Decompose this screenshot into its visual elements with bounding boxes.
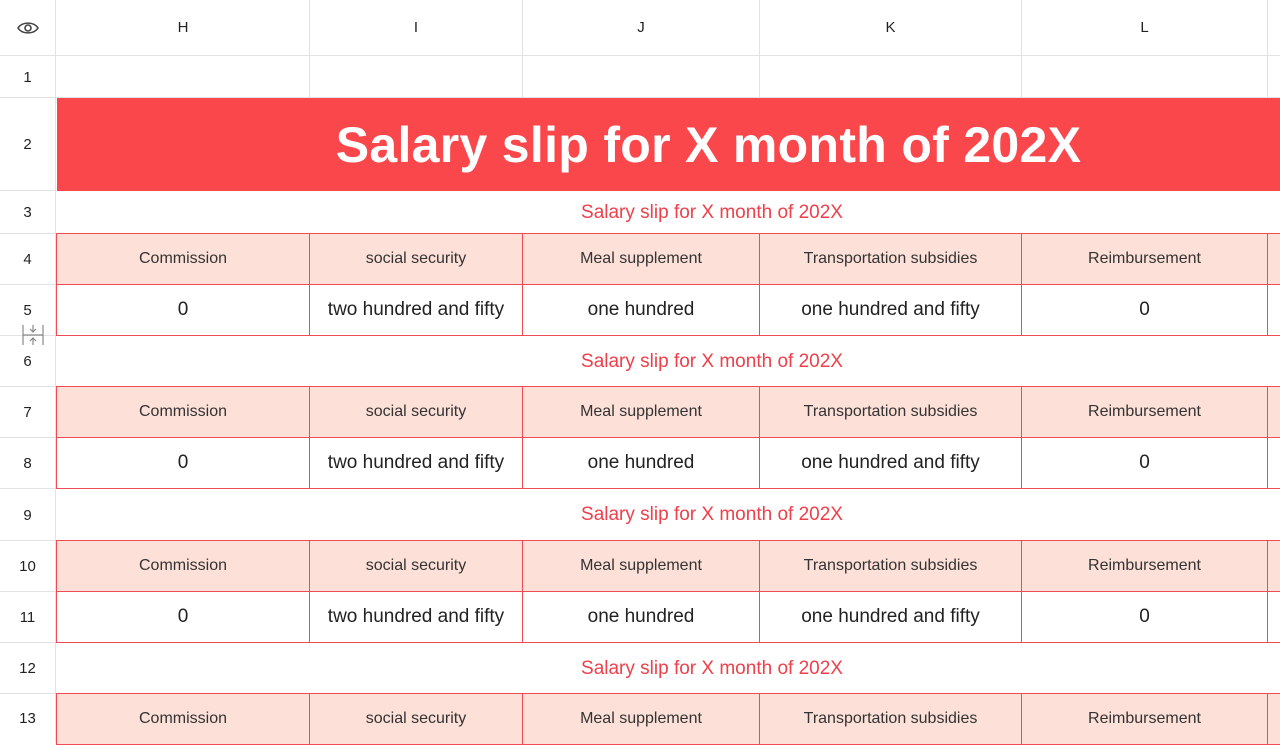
header-cell-transportation-subsidies[interactable]: Transportation subsidies <box>759 693 1022 745</box>
value-cell-meal-supplement[interactable]: one hundred <box>522 591 760 643</box>
header-cell-reimbursement[interactable]: Reimbursement <box>1021 540 1268 592</box>
value-cell-overflow[interactable] <box>1267 591 1280 643</box>
value-cell-transportation-subsidies[interactable]: one hundred and fifty <box>759 437 1022 489</box>
header-cell-overflow[interactable] <box>1267 693 1280 745</box>
row-header-5[interactable]: 5 <box>0 285 56 336</box>
column-header-l[interactable]: L <box>1022 0 1268 55</box>
value-cell-meal-supplement[interactable]: one hundred <box>522 284 760 336</box>
value-cell-overflow[interactable] <box>1267 437 1280 489</box>
subtitle-row-6[interactable]: Salary slip for X month of 202X <box>581 350 843 372</box>
value-cell-commission[interactable]: 0 <box>56 284 310 336</box>
value-cell-commission[interactable]: 0 <box>56 437 310 489</box>
row-header-8[interactable]: 8 <box>0 438 56 489</box>
value-cell-reimbursement[interactable]: 0 <box>1021 437 1268 489</box>
row-header-13[interactable]: 13 <box>0 694 56 743</box>
subtitle-row-3[interactable]: Salary slip for X month of 202X <box>581 201 843 223</box>
header-divider <box>0 55 1280 56</box>
visibility-toggle[interactable] <box>0 0 56 55</box>
header-cell-transportation-subsidies[interactable]: Transportation subsidies <box>759 233 1022 285</box>
value-cell-commission[interactable]: 0 <box>56 591 310 643</box>
value-cell-meal-supplement[interactable]: one hundred <box>522 437 760 489</box>
row-header-3[interactable]: 3 <box>0 191 56 234</box>
column-header-k[interactable]: K <box>760 0 1022 55</box>
value-cell-social-security[interactable]: two hundred and fifty <box>309 437 523 489</box>
column-header-h[interactable]: H <box>57 0 310 55</box>
header-cell-meal-supplement[interactable]: Meal supplement <box>522 233 760 285</box>
header-cell-reimbursement[interactable]: Reimbursement <box>1021 693 1268 745</box>
header-cell-reimbursement[interactable]: Reimbursement <box>1021 233 1268 285</box>
value-cell-social-security[interactable]: two hundred and fifty <box>309 284 523 336</box>
header-cell-meal-supplement[interactable]: Meal supplement <box>522 540 760 592</box>
row-resize-icon[interactable] <box>22 323 44 347</box>
row-header-4[interactable]: 4 <box>0 234 56 285</box>
header-cell-meal-supplement[interactable]: Meal supplement <box>522 693 760 745</box>
grid-line <box>1021 55 1022 98</box>
value-cell-transportation-subsidies[interactable]: one hundred and fifty <box>759 591 1022 643</box>
value-cell-reimbursement[interactable]: 0 <box>1021 284 1268 336</box>
value-cell-overflow[interactable] <box>1267 284 1280 336</box>
row-header-9[interactable]: 9 <box>0 489 56 541</box>
value-cell-reimbursement[interactable]: 0 <box>1021 591 1268 643</box>
row-header-2[interactable]: 2 <box>0 98 56 191</box>
grid-line <box>309 55 310 98</box>
header-cell-overflow[interactable] <box>1267 233 1280 285</box>
header-cell-commission[interactable]: Commission <box>56 386 310 438</box>
header-cell-social-security[interactable]: social security <box>309 693 523 745</box>
sheet-title[interactable]: Salary slip for X month of 202X <box>57 98 1280 191</box>
subtitle-row-9[interactable]: Salary slip for X month of 202X <box>581 504 843 525</box>
header-cell-commission[interactable]: Commission <box>56 233 310 285</box>
row-header-10[interactable]: 10 <box>0 541 56 592</box>
header-cell-social-security[interactable]: social security <box>309 233 523 285</box>
row-header-11[interactable]: 11 <box>0 592 56 643</box>
row-header-6[interactable]: 6 <box>0 336 56 387</box>
grid-line <box>1267 55 1268 98</box>
eye-icon[interactable] <box>16 20 40 36</box>
value-cell-social-security[interactable]: two hundred and fifty <box>309 591 523 643</box>
subtitle-row-12[interactable]: Salary slip for X month of 202X <box>581 657 843 679</box>
header-cell-transportation-subsidies[interactable]: Transportation subsidies <box>759 386 1022 438</box>
row-header-12[interactable]: 12 <box>0 643 56 694</box>
value-cell-transportation-subsidies[interactable]: one hundred and fifty <box>759 284 1022 336</box>
grid-line <box>522 55 523 98</box>
grid-line <box>759 55 760 98</box>
column-header-m[interactable] <box>1268 0 1280 55</box>
header-cell-reimbursement[interactable]: Reimbursement <box>1021 386 1268 438</box>
header-cell-social-security[interactable]: social security <box>309 386 523 438</box>
column-header-j[interactable]: J <box>523 0 760 55</box>
header-cell-overflow[interactable] <box>1267 540 1280 592</box>
row-header-7[interactable]: 7 <box>0 387 56 438</box>
column-header-i[interactable]: I <box>310 0 523 55</box>
header-cell-commission[interactable]: Commission <box>56 693 310 745</box>
header-cell-overflow[interactable] <box>1267 386 1280 438</box>
header-cell-meal-supplement[interactable]: Meal supplement <box>522 386 760 438</box>
header-cell-transportation-subsidies[interactable]: Transportation subsidies <box>759 540 1022 592</box>
header-cell-social-security[interactable]: social security <box>309 540 523 592</box>
row-header-1[interactable]: 1 <box>0 56 56 98</box>
header-cell-commission[interactable]: Commission <box>56 540 310 592</box>
